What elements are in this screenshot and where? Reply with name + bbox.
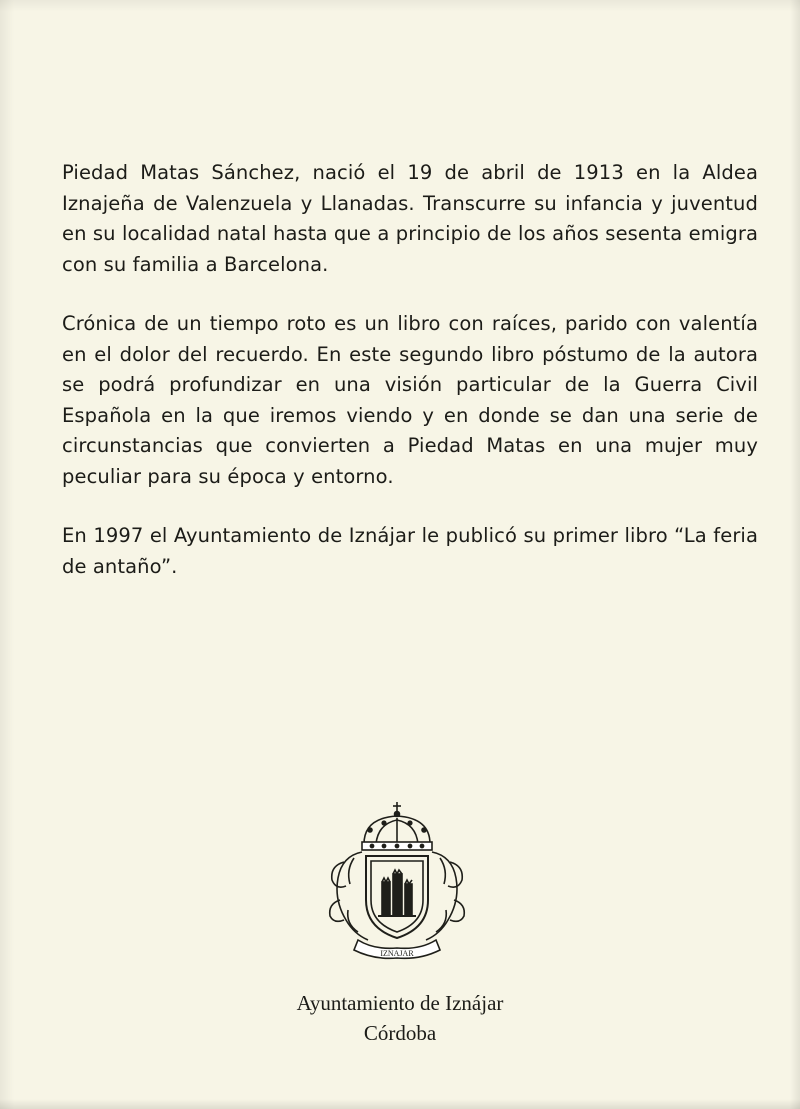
publisher-name: Ayuntamiento de Iznájar [296,991,504,1015]
paragraph-author-bio: Piedad Matas Sánchez, nació el 19 de abril de 1913 en la Aldea Iznajeña de Valenzuela y Llanadas. Transcurre su infancia y juventud en su localidad natal hasta que a principio de los años sesenta emigra con su familia a Barcelona. [62,161,758,276]
coat-of-arms-icon [324,800,470,960]
synopsis-text [62,158,758,611]
crest-banner-text: IZNAJAR [380,949,414,958]
paragraph-book-description: Crónica de un tiempo roto es un libro con raíces, parido con valentía en el dolor del recuerdo. En este segundo libro póstumo de la autora se podrá profundizar en una visión particular de la Guerra Civil Española en la que iremos viendo y en donde se dan una serie de circunstancias que convierten a Piedad Matas en una mujer muy peculiar para su época y entorno. [62,312,758,488]
paragraph-first-book: En 1997 el Ayuntamiento de Iznájar le publicó su primer libro “La feria de antaño”. [62,524,758,578]
publisher-location: Córdoba [363,1021,437,1045]
